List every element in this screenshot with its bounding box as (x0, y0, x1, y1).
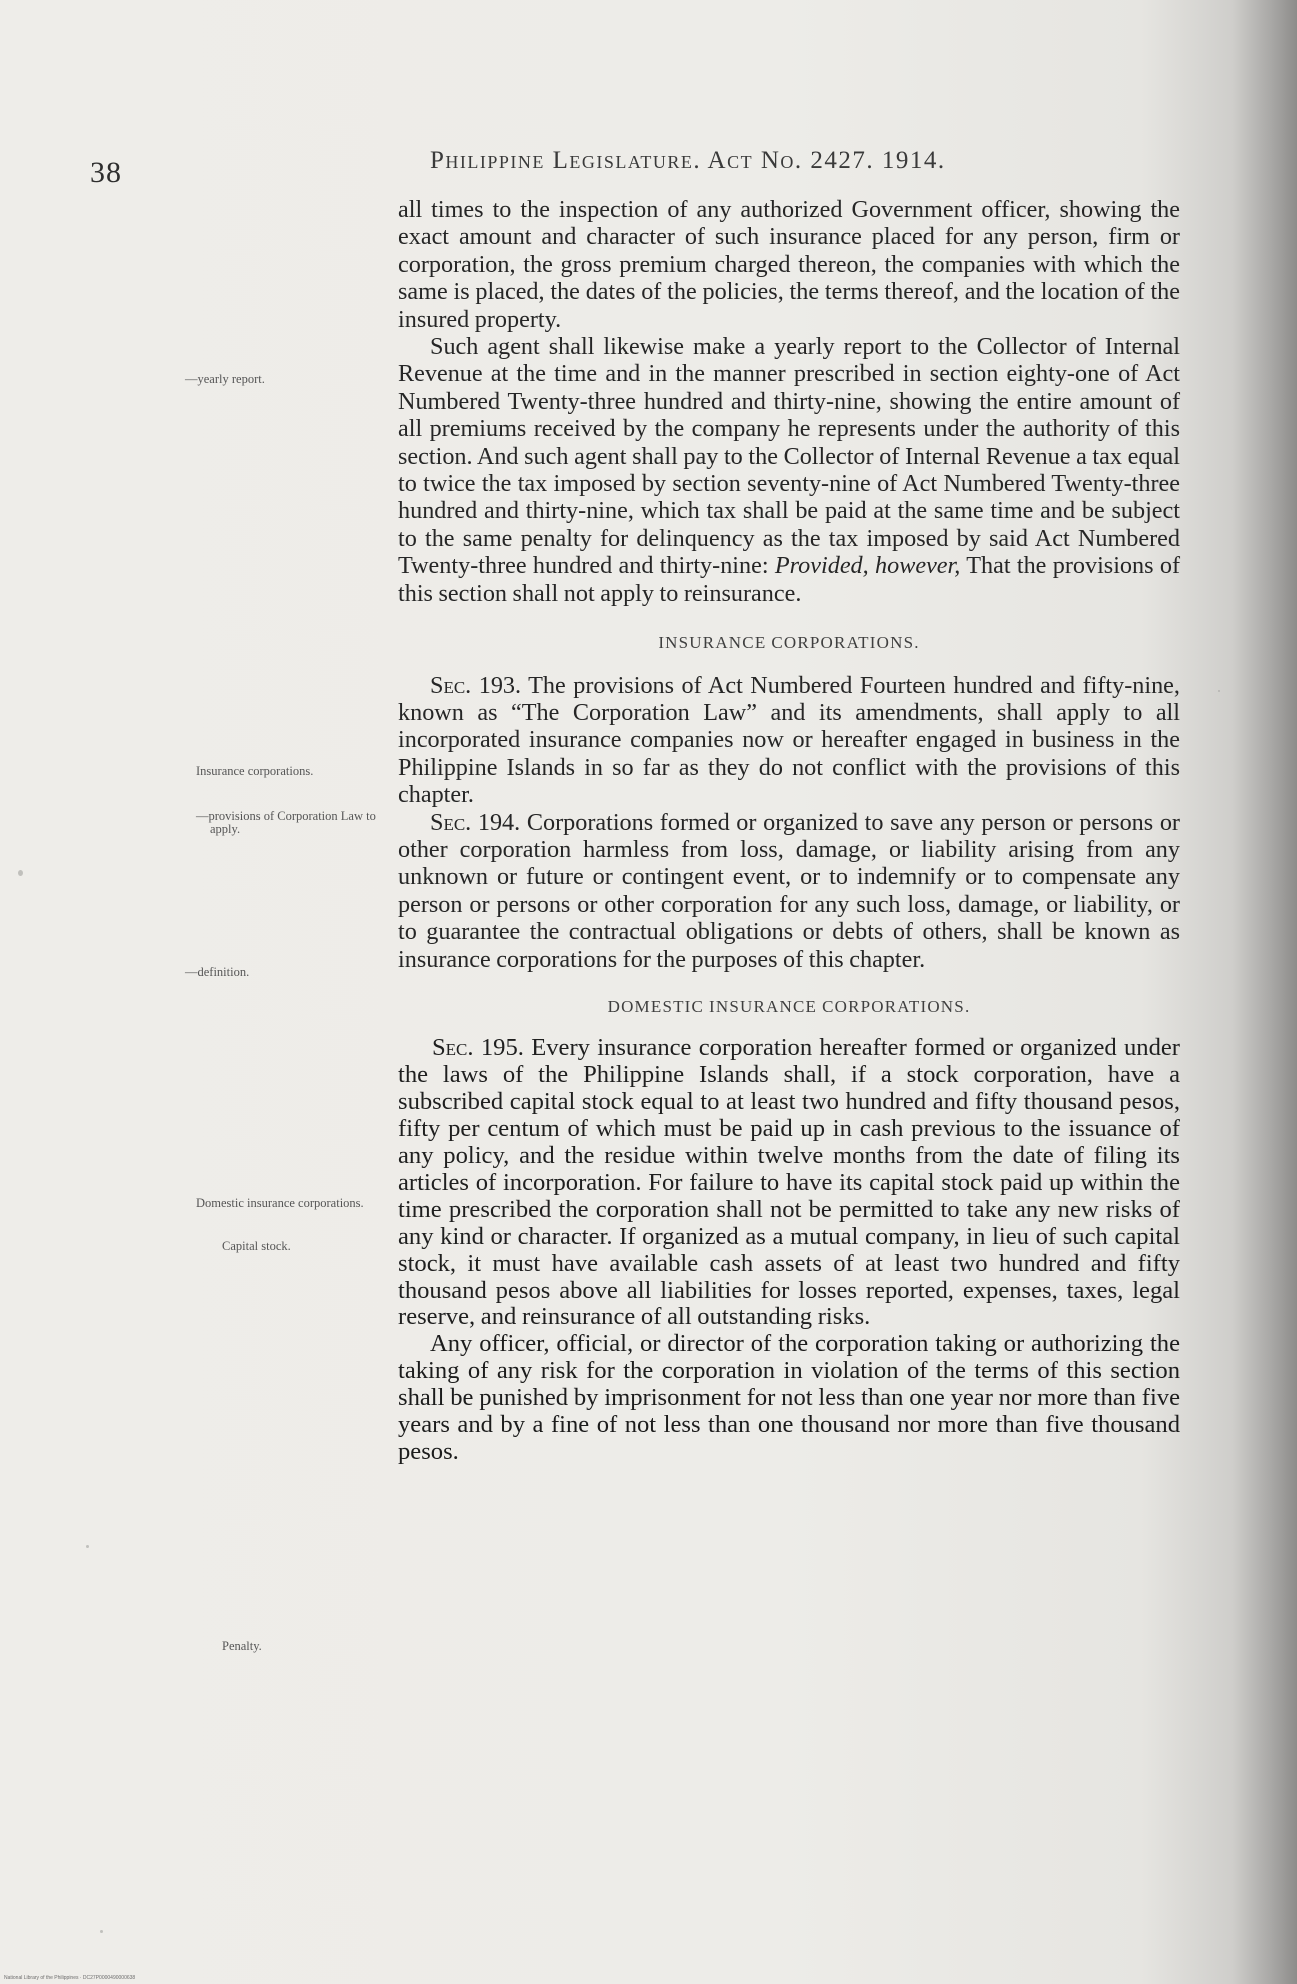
main-text-column (398, 196, 1180, 1465)
section-text: Every insurance corporation hereafter formed or organized under the laws of the Philippine Islands shall, if a stock corporation, have a subscribed capital stock equal to at least two hundred and fifty thousand pesos, fifty per centum of which must be paid up in cash previous to the issuance of any policy, and the residue within twelve months from the date of filing its articles of incorporation. For failure to have its capital stock paid up within the time prescribed the corporation shall not be permitted to take any new risks of any kind or character. If organized as a mutual company, in lieu of such capital stock, it must have available cash assets of at least two hundred and fifty thousand pesos above all liabilities for losses reported, expenses, taxes, legal reserve, and reinsurance of all outstanding risks. (398, 1034, 1180, 1331)
margin-note-domestic-insurance (196, 1197, 386, 1210)
paper-speck (100, 1930, 103, 1933)
section-text: Corporations formed or organized to save any person or persons or other corporation harmless from loss, damage, or liability arising from any unknown or future or contingent event, or to indemnify or to compensate any person or persons or other corporation for any such loss, damage, or liability, or to guarantee the contractual obligations or debts of others, shall be known as insurance corporations for the purposes of this chapter. (398, 808, 1180, 973)
footer-imprint: National Library of the Philippines · DC27P0000490000638 (4, 1975, 136, 1981)
paragraph-yearly-report (398, 333, 1180, 607)
paper-speck (86, 1545, 89, 1548)
proviso-italic: Provided, however, (774, 552, 961, 580)
paragraph-text: Such agent shall likewise make a yearly report to the Collector of Internal Revenue at the time and in the manner prescribed in section eighty-one of Act Numbered Twenty-three hundred and thirty-nine, showing the entire amount of all premiums received by the company he represents under the authority of this section. And such agent shall pay to the Collector of Internal Revenue a tax equal to twice the tax imposed by section seventy-nine of Act Numbered Twenty-three hundred and thirty-nine, which tax shall be paid at the same time and be subject to the same penalty for delinquency as the tax imposed by said Act Numbered Twenty-three hundred and thirty-nine: (398, 333, 1180, 580)
margin-note-yearly-report: —yearly report. (185, 372, 265, 386)
margin-note-capital-stock: Capital stock. (222, 1239, 291, 1253)
margin-note-penalty: Penalty. (222, 1639, 262, 1653)
paragraph-penalty: Any officer, official, or director of the corporation taking or authorizing the taking of any risk for the corporation in violation of the terms of this section shall be punished by imprisonment for not less than one year nor more than five years and by a fine of not less than one thousand nor more than five thousand pesos. (398, 1330, 1180, 1465)
section-193 (398, 672, 1180, 809)
paper-speck (18, 870, 23, 876)
section-194 (398, 809, 1180, 973)
section-heading-insurance-corporations: INSURANCE CORPORATIONS. (658, 633, 920, 653)
section-label: Sec. 193. (430, 671, 522, 699)
margin-note-provisions-corporation-law (196, 810, 376, 836)
section-label: Sec. 195. (432, 1034, 524, 1062)
running-head: Philippine Legislature. Act No. 2427. 1914. (430, 147, 946, 174)
paper-speck (1218, 690, 1220, 692)
margin-note-text: Insurance corporations. (196, 764, 314, 778)
section-label: Sec. 194. (430, 808, 521, 836)
paragraph-continued: all times to the inspection of any authorized Government officer, showing the exact amount and character of such insurance placed for any person, firm or corporation, the gross premium charged thereon, the companies with which the same is placed, the dates of the policies, the terms thereof, and the location of the insured property. (398, 196, 1180, 333)
paragraph-text: That the provisions of this section shall not apply to reinsurance. (398, 552, 1180, 607)
margin-note-text: —provisions of Corporation Law to apply. (196, 809, 376, 836)
section-195 (398, 1035, 1180, 1331)
margin-note-insurance-corporations (196, 765, 376, 778)
margin-note-definition: —definition. (185, 965, 250, 979)
section-heading-domestic-insurance: DOMESTIC INSURANCE CORPORATIONS. (607, 996, 971, 1016)
page-number: 38 (90, 156, 122, 189)
section-text: The provisions of Act Numbered Fourteen hundred and fifty-nine, known as “The Corporation Law” and its amendments, shall apply to all incorporated insurance companies now or hereafter engaged in business in the Philippine Islands in so far as they do not conflict with the provisions of this chapter. (398, 671, 1180, 809)
margin-note-text: Domestic insurance corporations. (196, 1196, 364, 1210)
